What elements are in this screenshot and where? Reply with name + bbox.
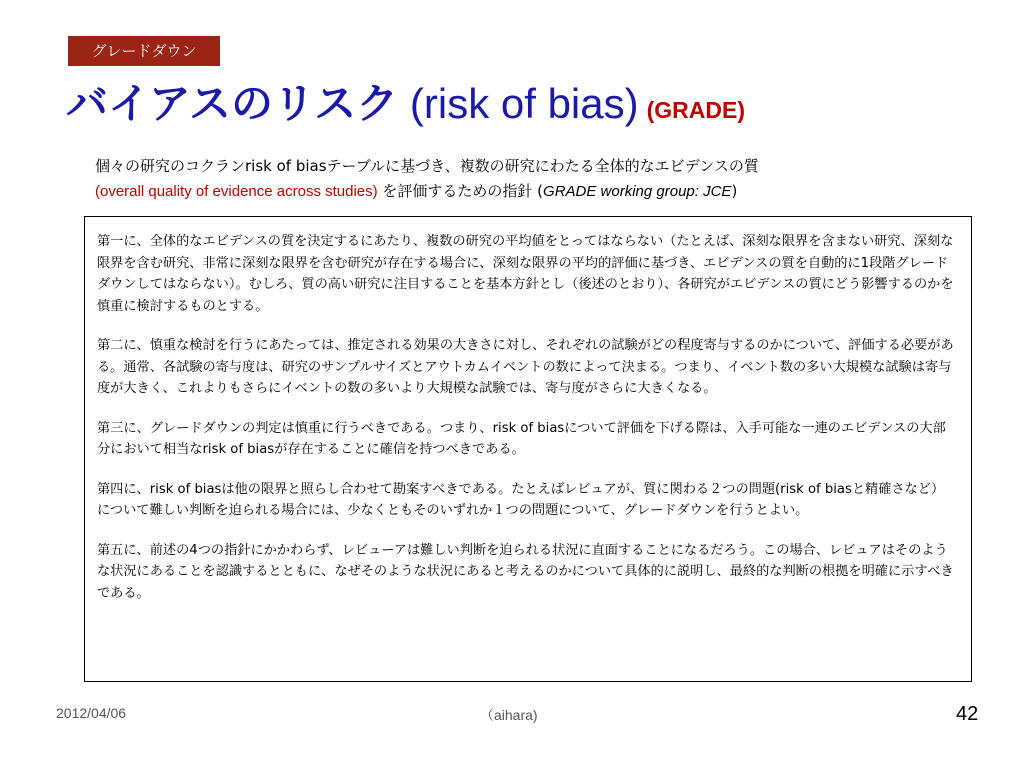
title-main: バイアスのリスク: [66, 79, 399, 128]
intro-end: ): [731, 182, 738, 200]
section-tag: グレードダウン: [68, 36, 220, 66]
footer-date: 2012/04/06: [56, 705, 127, 721]
title-grade: (GRADE): [646, 97, 745, 123]
intro-english-term: (overall quality of evidence across studies): [95, 183, 378, 200]
guideline-paragraph-2: 第二に、慎重な検討を行うにあたっては、推定される効果の大きさに対し、それぞれの試験がどの程度寄与するのかについて、評価する必要がある。通常、各試験の寄与度は、研究のサンプルサイズとアウトカムイベントの数によって決まる。つまり、イベント数の多い大規模な試験は寄与度が大きく、これよりもさらにイベントの数の多いより大規模な試験では、寄与度がさらに大きくなる。: [97, 338, 954, 396]
guideline-paragraph-5: 第五に、前述の4つの指針にかかわらず、レビューアは難しい判断を迫られる状況に直面することになるだろう。この場合、レビュアはそのような状況にあることを認識するとともに、なぜそのような状況にあると考えるのかについて具体的に説明し、最終的な判断の根拠を明確に示すべきである。: [97, 542, 954, 601]
title-latin: (risk of bias): [398, 80, 639, 127]
guideline-paragraph-3: 第三に、グレードダウンの判定は慎重に行うべきである。つまり、risk of biasについて評価を下げる際は、入手可能な一連のエビデンスの大部分において相当なrisk of biasが存在することに確信を持つべきである。: [97, 420, 946, 457]
guideline-paragraph-1: 第一に、全体的なエビデンスの質を決定するにあたり、複数の研究の平均値をとってはならない（たとえば、深刻な限界を含まない研究、深刻な限界を含む研究、非常に深刻な限界を含む研究が存在する場合に、深刻な限界の平均的評価に基づき、エビデンスの質を自動的に1段階グレードダウンしてはならない）。むしろ、質の高い研究に注目することを基本方針とし（後述のとおり）、各研究がエビデンスの質にどう影響するのかを慎重に検討するものとする。: [97, 234, 954, 314]
page-number: 42: [956, 703, 979, 725]
guideline-paragraph-4: 第四に、risk of biasは他の限界と照らし合わせて勘案すべきである。たとえばレビュアが、質に関わる２つの問題(risk of biasと精確さなど）について難しい判断を迫られる場合には、少なくともそのいずれか１つの問題について、グレードダウンを行うとよい。: [97, 481, 945, 518]
guideline-box: [84, 216, 972, 682]
intro-middle: を評価するための指針 (: [377, 182, 544, 200]
intro-source: GRADE working group: JCE: [543, 183, 732, 200]
intro-line-1: 個々の研究のコクランrisk of biasテーブルに基づき、複数の研究にわたる全体的なエビデンスの質: [95, 157, 759, 175]
intro-text: [95, 154, 975, 204]
intro-line-2: [95, 179, 975, 204]
slide-title: [66, 76, 745, 138]
footer-author: （aihara): [480, 707, 538, 723]
